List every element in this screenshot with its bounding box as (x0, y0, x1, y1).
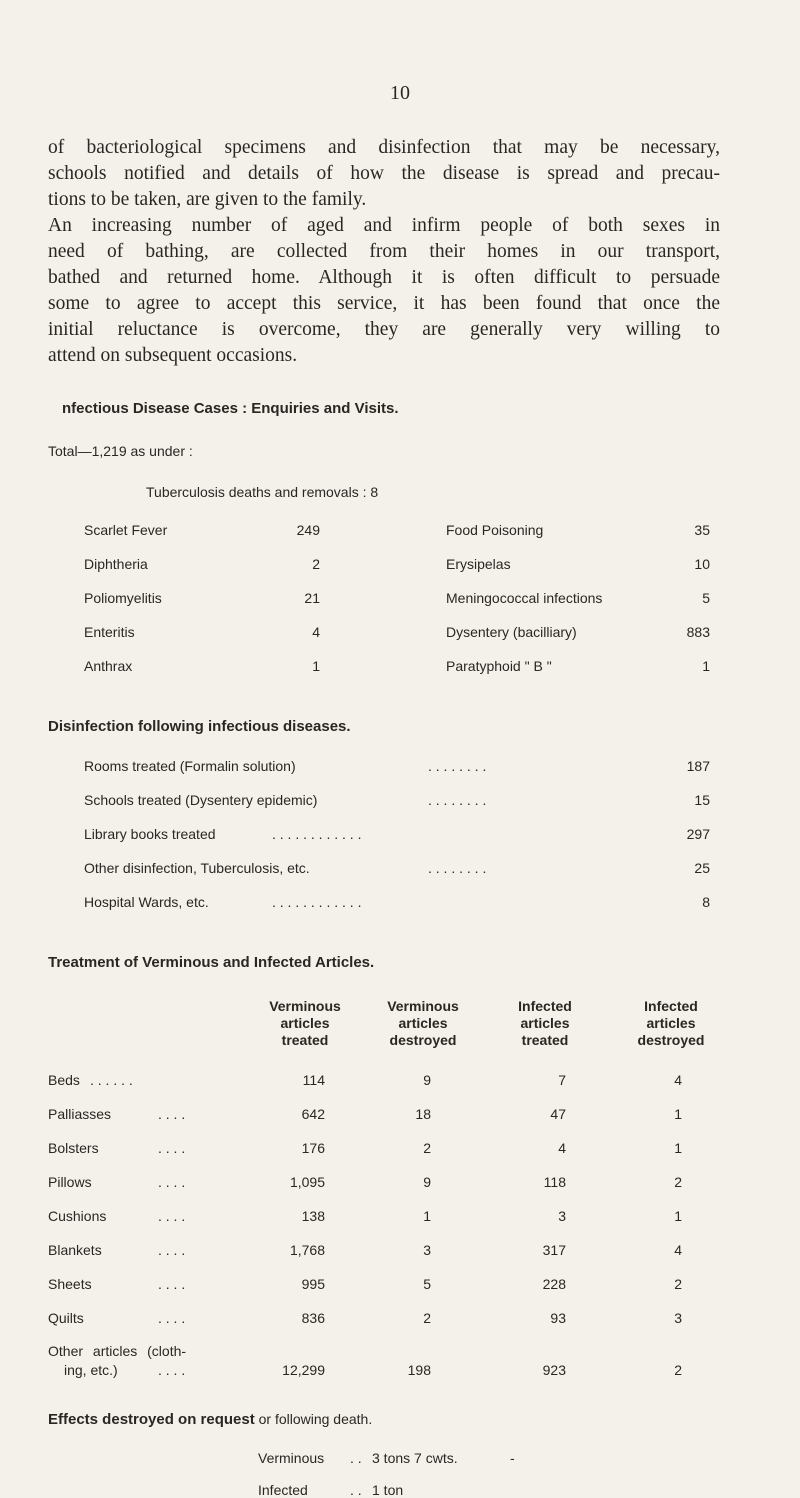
leader-dots: . . . . . . (90, 1072, 133, 1088)
leader-dots: . . . . (158, 1362, 186, 1378)
paragraph-line: some to agree to accept this service, it has been found that once the (48, 293, 720, 314)
table-row-label: Beds (48, 1072, 80, 1088)
stray-mark: - (510, 1450, 515, 1466)
table-cell: 228 (542, 1276, 566, 1292)
leader-dots: . . . . . . . . (428, 758, 487, 774)
disease-count: 1 (702, 658, 710, 674)
paragraph-line: An increasing number of aged and infirm people of both sexes in (48, 215, 720, 236)
column-header-line: Infected (644, 998, 698, 1014)
leader-dots: . . . . (158, 1106, 186, 1122)
disease-name: Food Poisoning (446, 522, 544, 538)
disease-count: 883 (686, 624, 710, 640)
effects-label: Infected (258, 1482, 308, 1498)
table-cell: 4 (674, 1072, 682, 1088)
disinfection-label: Hospital Wards, etc. (84, 894, 209, 910)
disease-count: 249 (296, 522, 320, 538)
disinfection-value: 25 (694, 860, 710, 876)
disinfection-label: Rooms treated (Formalin solution) (84, 758, 296, 774)
disease-name: Enteritis (84, 624, 135, 640)
table-cell: 2 (674, 1362, 682, 1378)
effects-heading-bold: Effects destroyed on request (48, 1411, 255, 1428)
table-cell: 118 (543, 1174, 566, 1190)
paragraph-line: of bacteriological specimens and disinfection that may be necessary, (48, 137, 720, 158)
leader-dots: . . (350, 1450, 362, 1466)
table-cell: 4 (674, 1242, 682, 1258)
disinfection-value: 297 (686, 826, 710, 842)
disease-name: Diphtheria (84, 556, 148, 572)
column-header-line: Verminous (269, 998, 341, 1014)
disease-name: Scarlet Fever (84, 522, 168, 538)
table-cell: 923 (542, 1362, 566, 1378)
leader-dots: . . . . (158, 1310, 186, 1326)
infectious-heading: nfectious Disease Cases : Enquiries and Visits. (62, 400, 399, 417)
table-cell: 9 (423, 1072, 431, 1088)
paragraph-line: tions to be taken, are given to the family. (48, 189, 367, 210)
table-cell: 1 (674, 1208, 682, 1224)
table-cell: 1,095 (289, 1174, 325, 1190)
leader-dots: . . . . (158, 1242, 186, 1258)
table-row-label: Quilts (48, 1310, 84, 1326)
effects-label: Verminous (258, 1450, 325, 1466)
table-row-label: Palliasses (48, 1106, 112, 1122)
leader-dots: . . . . (158, 1174, 186, 1190)
disease-name: Erysipelas (446, 556, 511, 572)
paragraph-line: need of bathing, are collected from their homes in our transport, (48, 241, 720, 262)
treatment-heading: Treatment of Verminous and Infected Articles. (48, 954, 375, 971)
page-number: 10 (390, 82, 410, 104)
column-header (480, 998, 610, 1049)
table-cell: 5 (423, 1276, 431, 1292)
table-cell: 3 (423, 1242, 431, 1258)
table-cell: 317 (542, 1242, 566, 1258)
table-cell: 7 (558, 1072, 566, 1088)
disinfection-label: Library books treated (84, 826, 216, 842)
table-row-label: Other articles (cloth- (48, 1343, 187, 1359)
tuberculosis-line: Tuberculosis deaths and removals : 8 (146, 484, 379, 500)
table-cell: 93 (550, 1310, 566, 1326)
table-cell: 138 (301, 1208, 325, 1224)
column-header (240, 998, 370, 1049)
disease-name: Dysentery (bacilliary) (446, 624, 577, 640)
table-cell: 1,768 (289, 1242, 325, 1258)
column-header-line: Verminous (387, 998, 459, 1014)
disease-count: 21 (304, 590, 320, 606)
disease-name: Paratyphoid " B " (446, 658, 552, 674)
table-row-label: Blankets (48, 1242, 102, 1258)
disinfection-value: 187 (686, 758, 710, 774)
infectious-total: Total—1,219 as under : (48, 443, 193, 459)
paragraph-line: initial reluctance is overcome, they are generally very willing to (48, 319, 720, 340)
table-cell: 198 (407, 1362, 431, 1378)
paragraph-1 (48, 135, 720, 213)
table-cell: 9 (423, 1174, 431, 1190)
table-cell: 3 (674, 1310, 682, 1326)
column-header-line: articles (398, 1015, 448, 1031)
paragraph-2 (48, 213, 720, 369)
table-cell: 642 (301, 1106, 325, 1122)
table-row-label: Cushions (48, 1208, 107, 1224)
leader-dots: . . . . (158, 1140, 186, 1156)
table-cell: 1 (423, 1208, 431, 1224)
leader-dots: . . . . . . . . . . . . (272, 894, 362, 910)
disease-name: Poliomyelitis (84, 590, 162, 606)
column-header-line: articles (280, 1015, 330, 1031)
disease-count: 1 (312, 658, 320, 674)
table-cell: 4 (558, 1140, 566, 1156)
leader-dots: . . . . . . . . . . . . (272, 826, 362, 842)
leader-dots: . . . . . . . . (428, 860, 487, 876)
table-cell: 836 (301, 1310, 325, 1326)
table-cell: 995 (301, 1276, 325, 1292)
column-header-line: articles (646, 1015, 696, 1031)
disease-name: Meningococcal infections (446, 590, 603, 606)
table-row-label: ing, etc.) (64, 1362, 118, 1378)
disease-count: 5 (702, 590, 710, 606)
leader-dots: . . . . (158, 1208, 186, 1224)
table-cell: 12,299 (282, 1362, 325, 1378)
disease-name: Anthrax (84, 658, 133, 674)
table-cell: 2 (674, 1174, 682, 1190)
column-header-line: destroyed (637, 1032, 705, 1048)
table-cell: 1 (674, 1140, 682, 1156)
table-row-label: Sheets (48, 1276, 92, 1292)
disease-count: 10 (694, 556, 710, 572)
table-cell: 47 (550, 1106, 566, 1122)
disease-count: 2 (312, 556, 320, 572)
disinfection-heading: Disinfection following infectious diseases. (48, 718, 351, 735)
column-header-line: treated (281, 1032, 329, 1048)
table-cell: 176 (301, 1140, 325, 1156)
column-header (606, 998, 736, 1049)
table-cell: 18 (415, 1106, 431, 1122)
effects-value: 3 tons 7 cwts. (372, 1450, 458, 1466)
table-cell: 2 (423, 1310, 431, 1326)
effects-heading (48, 1411, 372, 1428)
disease-count: 35 (694, 522, 710, 538)
column-header-line: articles (520, 1015, 570, 1031)
table-cell: 2 (423, 1140, 431, 1156)
table-cell: 3 (558, 1208, 566, 1224)
paragraph-line: bathed and returned home. Although it is often difficult to persuade (48, 267, 720, 288)
leader-dots: . . . . (158, 1276, 186, 1292)
leader-dots: . . (350, 1482, 362, 1498)
table-cell: 2 (674, 1276, 682, 1292)
disease-count: 4 (312, 624, 320, 640)
table-cell: 114 (302, 1072, 325, 1088)
effects-heading-rest: or following death. (254, 1411, 373, 1427)
disinfection-label: Schools treated (Dysentery epidemic) (84, 792, 318, 808)
column-header-line: Infected (518, 998, 572, 1014)
leader-dots: . . . . . . . . (428, 792, 487, 808)
column-header-line: destroyed (389, 1032, 457, 1048)
column-header-line: treated (521, 1032, 569, 1048)
disinfection-value: 15 (694, 792, 710, 808)
table-row-label: Bolsters (48, 1140, 99, 1156)
table-cell: 1 (674, 1106, 682, 1122)
table-row-label: Pillows (48, 1174, 92, 1190)
disinfection-label: Other disinfection, Tuberculosis, etc. (84, 860, 310, 876)
disinfection-value: 8 (702, 894, 710, 910)
effects-value: 1 ton (372, 1482, 404, 1498)
paragraph-line: schools notified and details of how the disease is spread and precau- (48, 163, 720, 184)
column-header (358, 998, 488, 1049)
paragraph-line: attend on subsequent occasions. (48, 345, 298, 366)
